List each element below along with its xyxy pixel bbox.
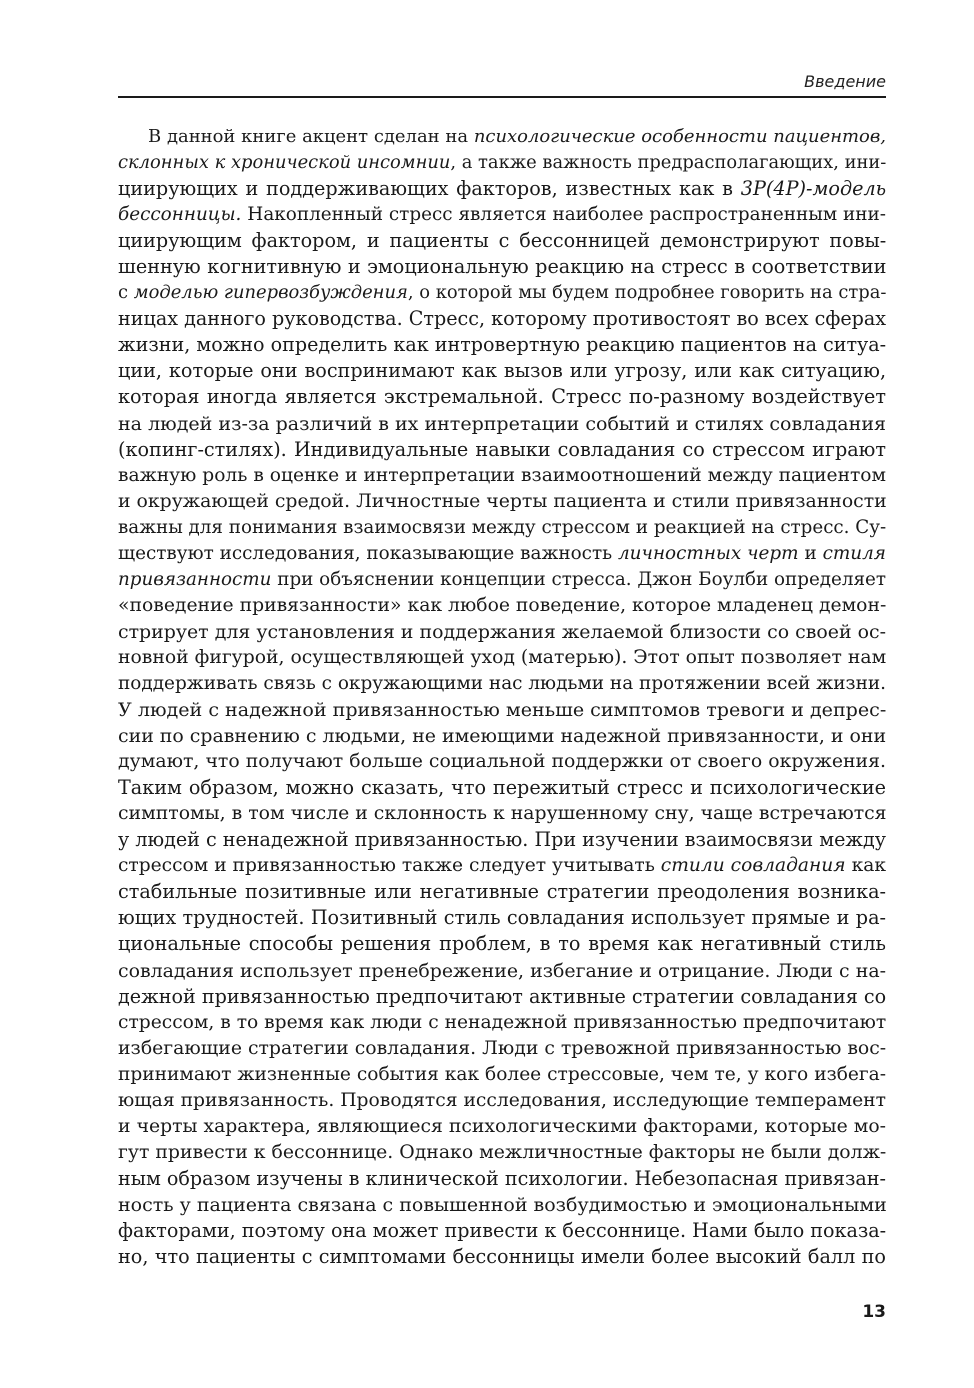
text-line xyxy=(118,593,886,619)
text-line xyxy=(118,515,886,541)
text-run: при объяснении концепции стресса. Джон Боулби определяет xyxy=(271,568,886,590)
text-run: совладания использует пренебрежение, избегание и отрицание. Люди с на- xyxy=(118,959,886,982)
text-run: которая иногда является экстремальной. Стресс по-разному воздействует xyxy=(118,385,886,409)
text-run: важную роль в оценке и интерпретации взаимоотношений между пациентом xyxy=(118,464,886,486)
page-header xyxy=(118,68,886,98)
text-run: поддерживать связь с окружающими нас людьми на протяжении всей жизни. xyxy=(118,672,886,694)
text-run: у людей с ненадежной привязанностью. При изучении взаимосвязи между xyxy=(118,828,886,852)
text-line xyxy=(118,332,886,358)
text-run: «поведение привязанности» как любое поведение, которое младенец демон- xyxy=(118,594,887,616)
text-line xyxy=(118,254,886,280)
text-line xyxy=(118,1192,886,1218)
text-run: с xyxy=(118,282,134,304)
text-run: ществуют исследования, показывающие важность xyxy=(118,542,618,564)
text-line xyxy=(118,1062,886,1088)
text-line xyxy=(118,984,886,1010)
text-line xyxy=(118,1218,886,1244)
italic-term: бессонницы. xyxy=(118,204,242,226)
text-run: ность у пациента связана с повышенной возбудимостью и эмоциональными xyxy=(118,1193,887,1216)
text-line xyxy=(118,1036,886,1062)
text-run: стрессом и привязанностью также следует учитывать xyxy=(118,855,661,877)
text-line xyxy=(118,879,886,905)
text-line xyxy=(118,1244,886,1270)
text-run: стрирует для установления и поддержания желаемой близости со своей ос- xyxy=(118,620,886,643)
text-run: Таким образом, можно сказать, что пережитый стресс и психологические xyxy=(118,776,886,800)
text-run: думают, что получают больше социальной поддержки от своего окружения. xyxy=(118,751,886,773)
text-run: ницах данного руководства. Стресс, которому противостоят во всех сферах xyxy=(118,307,887,331)
page-number: 13 xyxy=(862,1302,886,1322)
text-line xyxy=(118,541,886,567)
text-line xyxy=(118,853,886,879)
text-line xyxy=(118,411,886,437)
text-line xyxy=(118,619,886,645)
text-run: на людей из-за различий в их интерпретации событий и стилях совладания xyxy=(118,412,886,435)
text-line xyxy=(118,384,886,410)
text-line xyxy=(118,1088,886,1114)
text-run: ющая привязанность. Проводятся исследования, исследующие темперамент xyxy=(118,1089,886,1111)
text-run: принимают жизненные события как более стрессовые, чем те, у кого избега- xyxy=(118,1063,886,1085)
text-run: ющих трудностей. Позитивный стиль совладания использует прямые и ра- xyxy=(118,906,886,930)
text-line xyxy=(118,801,886,827)
text-run: , а также важность предрасполагающих, ини- xyxy=(450,152,887,174)
text-run: циирующим фактором, и пациенты с бессонницей демонстрируют повы- xyxy=(118,229,887,253)
italic-term: привязанности xyxy=(118,568,272,590)
text-line xyxy=(118,827,886,853)
text-run: У людей с надежной привязанностью меньше симптомов тревоги и депрес- xyxy=(118,699,887,722)
text-line xyxy=(118,697,886,723)
text-line xyxy=(118,1140,886,1166)
text-run: сии по сравнению с людьми, не имеющими надежной привязанности, и они xyxy=(118,725,887,748)
text-run: В данной книге акцент сделан на xyxy=(148,126,474,147)
text-line xyxy=(118,567,886,593)
text-run: стабильные позитивные или негативные стратегии преодоления возника- xyxy=(118,880,886,904)
text-line xyxy=(118,958,886,984)
text-run: как xyxy=(845,855,886,877)
italic-term: склонных к хронической инсомнии xyxy=(118,152,451,174)
text-run: факторами, поэтому она может привести к бессоннице. Нами было показа- xyxy=(118,1218,887,1242)
italic-term: психологические особенности пациентов, xyxy=(473,126,886,147)
text-run: дежной привязанностью предпочитают активные стратегии совладания со xyxy=(118,984,887,1008)
text-run: , о которой мы будем подробнее говорить на стра- xyxy=(407,282,887,304)
text-line xyxy=(118,775,886,801)
body-paragraph xyxy=(118,124,886,1270)
text-run: жизни, можно определить как интровертную реакцию пациентов на ситуа- xyxy=(118,333,887,357)
text-line xyxy=(118,124,886,150)
text-line xyxy=(118,1114,886,1140)
text-run: ции, которые они воспринимают как вызов или угрозу, или как ситуацию, xyxy=(118,359,887,383)
text-run: и окружающей средой. Личностные черты пациента и стили привязанности xyxy=(118,490,887,512)
italic-term: 3P(4P)-модель xyxy=(740,177,887,201)
text-run: и черты характера, являющиеся психологическими факторами, которые мо- xyxy=(118,1115,886,1137)
text-run: гут привести к бессоннице. Однако межличностные факторы не были долж- xyxy=(118,1141,887,1163)
text-run: стрессом, в то время как люди с ненадежной привязанностью предпочитают xyxy=(118,1011,887,1033)
italic-term: стили совладания xyxy=(660,855,846,877)
text-run: (копинг-стилях). Индивидуальные навыки совладания со стрессом играют xyxy=(118,437,886,461)
text-run: и xyxy=(798,542,823,564)
text-run: ным образом изучены в клинической психологии. Небезопасная привязан- xyxy=(118,1166,886,1190)
text-line xyxy=(118,1010,886,1036)
text-line xyxy=(118,437,886,463)
text-run: но, что пациенты с симптомами бессонницы имели более высокий балл по xyxy=(118,1245,886,1269)
italic-term: стиля xyxy=(822,542,886,564)
text-line xyxy=(118,176,886,202)
text-line xyxy=(118,645,886,671)
text-run: избегающие стратегии совладания. Люди с тревожной привязанностью вос- xyxy=(118,1037,887,1059)
text-line xyxy=(118,489,886,515)
text-line xyxy=(118,723,886,749)
italic-term: моделью гипервозбуждения xyxy=(133,282,408,304)
text-run: новной фигурой, осуществляющей уход (матерью). Этот опыт позволяет нам xyxy=(118,646,887,668)
text-line xyxy=(118,150,886,176)
text-run: важны для понимания взаимосвязи между стрессом и реакцией на стресс. Су- xyxy=(118,516,887,538)
text-line xyxy=(118,306,886,332)
text-run: циирующих и поддерживающих факторов, известных как в xyxy=(118,177,741,201)
text-line xyxy=(118,931,886,957)
text-line xyxy=(118,1166,886,1192)
text-line xyxy=(118,905,886,931)
text-run: циональные способы решения проблем, в то время как негативный стиль xyxy=(118,932,886,956)
text-line xyxy=(118,463,886,489)
text-line xyxy=(118,749,886,775)
text-run: шенную когнитивную и эмоциональную реакцию на стресс в соответствии xyxy=(118,255,887,279)
running-head: Введение xyxy=(804,72,886,91)
text-line xyxy=(118,671,886,697)
text-line xyxy=(118,280,886,306)
italic-term: личностных черт xyxy=(617,542,799,564)
text-line xyxy=(118,202,886,228)
text-line xyxy=(118,228,886,254)
text-run: Накопленный стресс является наиболее распространенным ини- xyxy=(241,204,886,226)
text-line xyxy=(118,358,886,384)
text-run: симптомы, в том числе и склонность к нарушенному сну, чаще встречаются xyxy=(118,803,887,825)
